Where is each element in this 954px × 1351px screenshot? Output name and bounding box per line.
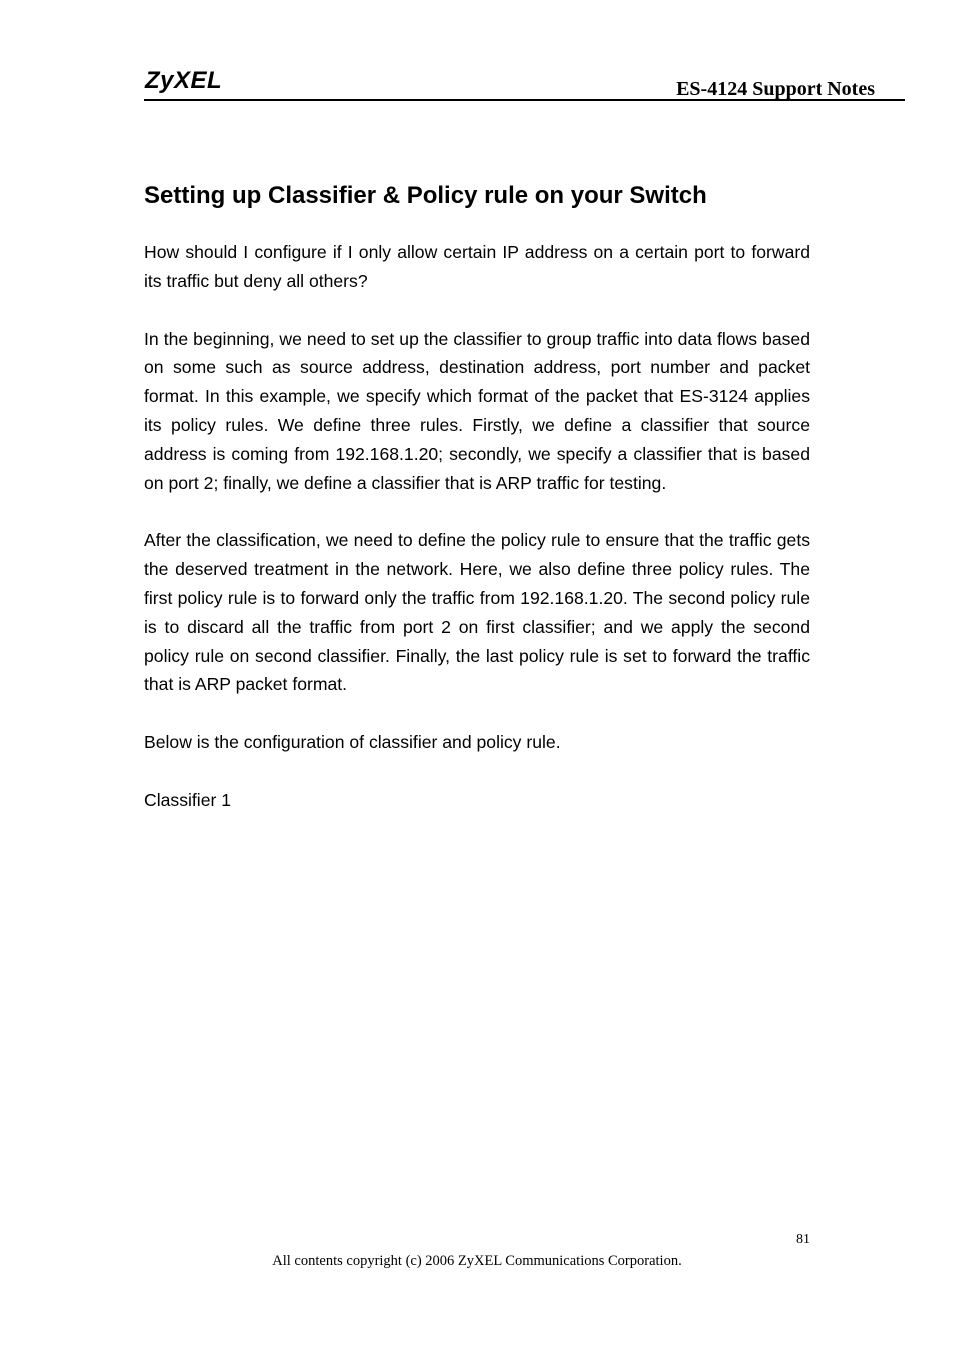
paragraph-classifier-1: Classifier 1 xyxy=(144,789,232,810)
paragraph-config-intro: Below is the configuration of classifier and policy rule. xyxy=(144,732,561,753)
zyxel-logo: ZyXEL xyxy=(145,67,223,94)
copyright-notice: All contents copyright (c) 2006 ZyXEL Communications Corporation. xyxy=(272,1253,682,1269)
document-title: ES-4124 Support Notes xyxy=(676,78,875,100)
page-number: 81 xyxy=(796,1232,810,1247)
paragraph-classifier: In the beginning, we need to set up the classifier to group traffic into data flows based on some such as source address, destination address, port number and packet format. In this example, we specify which format of the packet that ES-3124 applies its policy rules. We define three rules. Firstly, we define a classifier that source address is coming from 192.168.1.20; secondly, we specify a classifier that is based on port 2; finally, we define a classifier that is ARP traffic for testing. xyxy=(144,328,810,493)
section-heading: Setting up Classifier & Policy rule on your Switch xyxy=(144,182,707,209)
paragraph-policy: After the classification, we need to define the policy rule to ensure that the traffic gets the deserved treatment in the network. Here, we also define three policy rules. The first policy rule is to forward only the traffic from 192.168.1.20. The second policy rule is to discard all the traffic from port 2 on first classifier; and we apply the second policy rule on second classifier. Finally, the last policy rule is set to forward the traffic that is ARP packet format. xyxy=(144,530,810,695)
header-divider xyxy=(144,99,905,101)
paragraph-question: How should I configure if I only allow certain IP address on a certain port to forward its traffic but deny all others? xyxy=(144,242,810,291)
page-content xyxy=(144,178,810,815)
